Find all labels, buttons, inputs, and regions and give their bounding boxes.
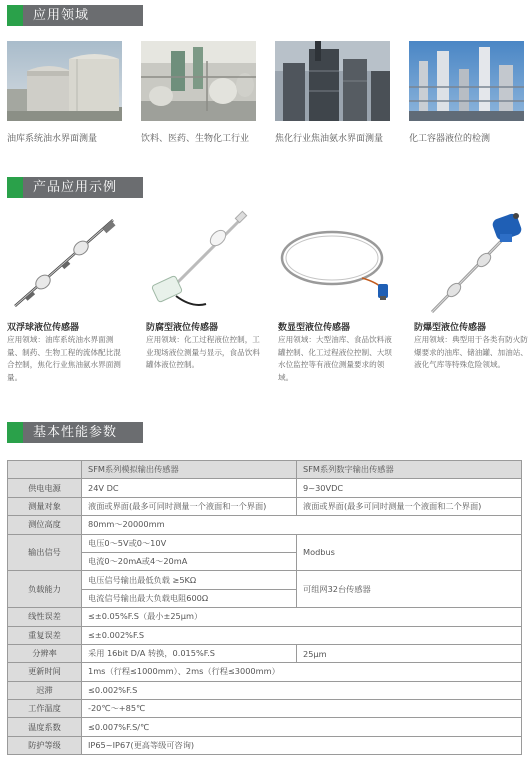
section-title: 应用领域 <box>23 5 143 26</box>
table-cell: 液面或界面(最多可同时测量一个液面和二个界面) <box>297 497 522 515</box>
application-chemical <box>409 41 530 144</box>
table-header-row <box>8 461 522 479</box>
product-name: 数显型液位传感器 <box>278 323 351 333</box>
performance-table <box>7 460 522 755</box>
oil-tank-photo <box>7 41 122 121</box>
product-description: 应用领域：油库系统油水界面测量、制药、生物工程的流体配比混合控制，焦化行业焦油氨水界面测量。 <box>7 335 121 382</box>
table-cell: 电压0～5V或0～10V <box>82 534 297 552</box>
row-label: 重复误差 <box>8 626 82 644</box>
section-marker <box>7 177 23 198</box>
table-cell: 电压信号输出最低负载 ≥5KΩ <box>82 571 297 589</box>
application-label: 化工容器液位的检测 <box>409 134 491 144</box>
table-row <box>8 663 522 681</box>
table-cell: Modbus <box>297 534 522 571</box>
dual-float-sensor-image <box>7 208 122 316</box>
table-cell: 可组网32台传感器 <box>297 571 522 608</box>
product-card-explosion-proof <box>414 208 531 372</box>
row-label: 工作温度 <box>8 700 82 718</box>
row-label: 负载能力 <box>8 571 82 608</box>
table-cell: ≤±0.002%F.S <box>82 626 522 644</box>
table-cell: 电流0～20mA或4～20mA <box>82 552 297 570</box>
table-row <box>8 626 522 644</box>
anticorrosion-sensor-image <box>146 208 261 316</box>
table-cell: ≤0.002%F.S <box>82 681 522 699</box>
table-row <box>8 534 522 552</box>
table-cell: -20℃～+85℃ <box>82 700 522 718</box>
product-card-anticorrosion <box>146 208 271 372</box>
row-label: 线性误差 <box>8 608 82 626</box>
table-row <box>8 700 522 718</box>
product-name: 双浮球液位传感器 <box>7 323 80 333</box>
explosion-proof-sensor-image <box>414 208 529 316</box>
column-header-analog: SFM系列模拟输出传感器 <box>82 461 297 479</box>
row-label: 迟滞 <box>8 681 82 699</box>
product-description: 应用领域：化工过程液位控制，工业现场液位测量与显示，食品饮料罐体液位控制。 <box>146 335 260 370</box>
section-header-examples <box>7 177 143 198</box>
digital-sensor-image <box>278 208 393 316</box>
product-name: 防腐型液位传感器 <box>146 323 219 333</box>
application-coking <box>275 41 396 144</box>
application-label: 焦化行业焦油氨水界面测量 <box>275 134 384 144</box>
application-oil-depot <box>7 41 128 144</box>
row-label: 测量对象 <box>8 497 82 515</box>
row-label: 分辨率 <box>8 644 82 662</box>
product-card-dual-float <box>7 208 132 384</box>
pharma-plant-photo <box>141 41 256 121</box>
row-label: 更新时间 <box>8 663 82 681</box>
table-cell: 80mm～20000mm <box>82 516 522 534</box>
application-pharma <box>141 41 262 144</box>
table-row <box>8 644 522 662</box>
table-cell: ≤±0.05%F.S（最小±25μm） <box>82 608 522 626</box>
table-row <box>8 479 522 497</box>
product-description: 应用领域：大型油库、食品饮料液罐控制、化工过程液位控制、大坝水位监控等有液位测量要求的领域。 <box>278 335 392 382</box>
table-row <box>8 718 522 736</box>
table-row <box>8 681 522 699</box>
row-label: 测位高度 <box>8 516 82 534</box>
table-row <box>8 497 522 515</box>
product-card-digital <box>278 208 403 384</box>
table-cell: 采用 16bit D/A 转换，0.015%F.S <box>82 644 297 662</box>
section-title: 基本性能参数 <box>23 422 143 443</box>
table-cell: ≤0.007%F.S/℃ <box>82 718 522 736</box>
table-cell: 9~30VDC <box>297 479 522 497</box>
table-row <box>8 571 522 589</box>
table-cell: 24V DC <box>82 479 297 497</box>
application-label: 油库系统油水界面测量 <box>7 134 98 144</box>
table-row <box>8 516 522 534</box>
product-description: 应用领域：典型用于各类有防火防爆要求的油库、储油罐、加油站、液化气库等特殊危险领域。 <box>414 335 528 370</box>
table-corner-cell <box>8 461 82 479</box>
table-cell: 液面或界面(最多可同时测量一个液面和一个界面) <box>82 497 297 515</box>
table-cell: IP65~IP67(更高等级可咨询) <box>82 736 522 754</box>
row-label: 输出信号 <box>8 534 82 571</box>
application-label: 饮料、医药、生物化工行业 <box>141 134 250 144</box>
coking-plant-photo <box>275 41 390 121</box>
table-cell: 电流信号输出最大负载电阻600Ω <box>82 589 297 607</box>
section-header-performance <box>7 422 143 443</box>
table-row <box>8 608 522 626</box>
section-marker <box>7 422 23 443</box>
table-row <box>8 736 522 754</box>
row-label: 温度系数 <box>8 718 82 736</box>
table-cell: 1ms（行程≤1000mm）、2ms（行程≤3000mm） <box>82 663 522 681</box>
chemical-plant-photo <box>409 41 524 121</box>
column-header-digital: SFM系列数字输出传感器 <box>297 461 522 479</box>
section-title: 产品应用示例 <box>23 177 143 198</box>
section-header-applications <box>7 5 143 26</box>
table-cell: 25μm <box>297 644 522 662</box>
row-label: 防护等级 <box>8 736 82 754</box>
row-label: 供电电源 <box>8 479 82 497</box>
section-marker <box>7 5 23 26</box>
product-name: 防爆型液位传感器 <box>414 323 487 333</box>
